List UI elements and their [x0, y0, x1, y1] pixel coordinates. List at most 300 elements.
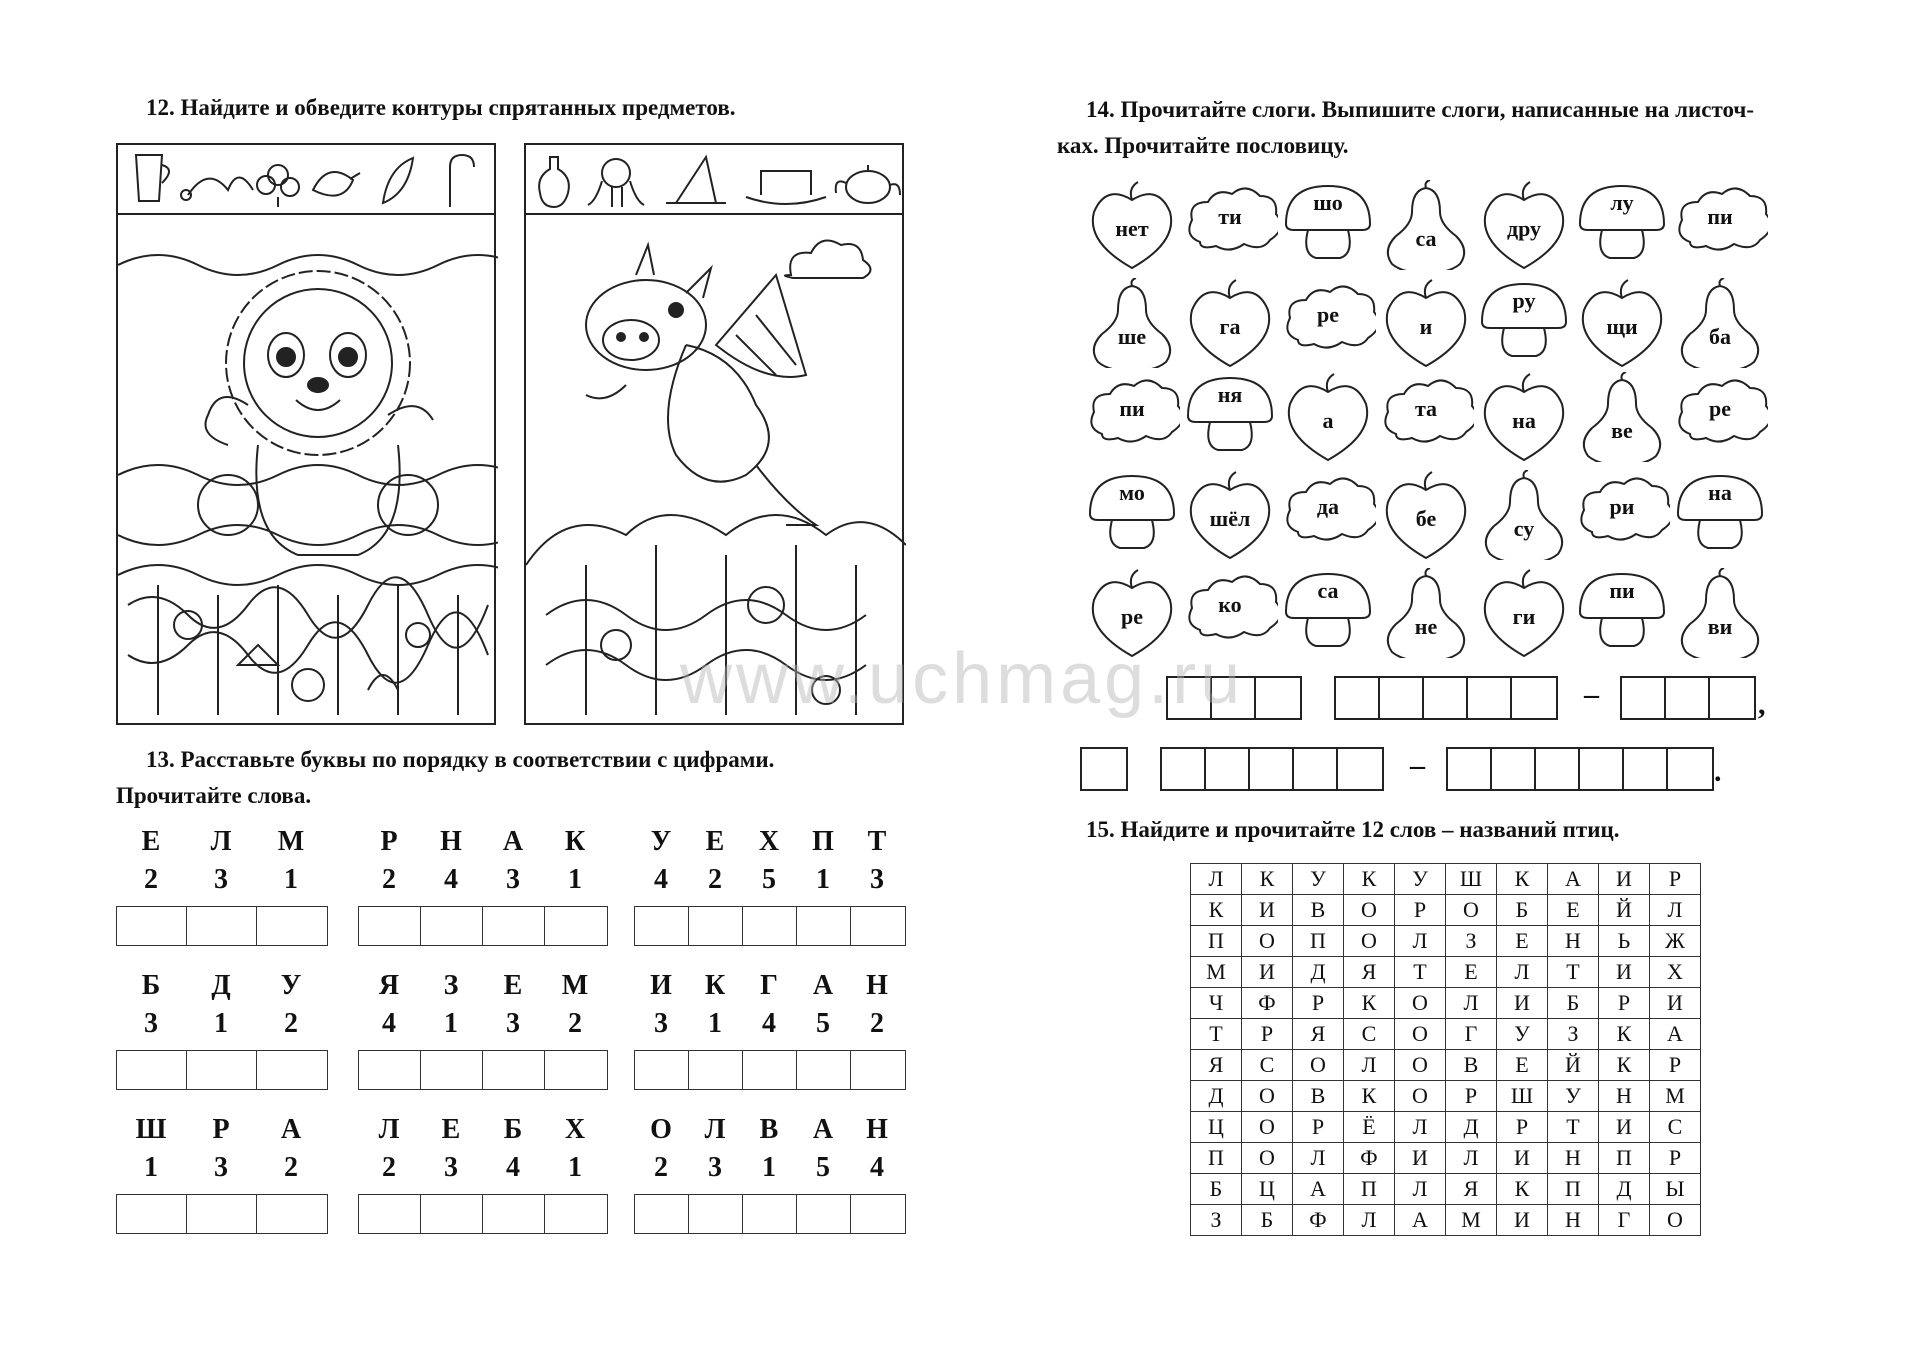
letter: В: [759, 1114, 779, 1145]
scrambled-letters: [116, 826, 326, 858]
grid-cell[interactable]: Р: [1497, 1112, 1548, 1143]
witch-hat-icon: [666, 157, 726, 203]
digit: 3: [654, 1008, 668, 1039]
grid-cell[interactable]: Б: [1548, 988, 1599, 1019]
grid-cell[interactable]: В: [1293, 895, 1344, 926]
grid-row: [1191, 957, 1701, 988]
leaf-syllable: [1476, 372, 1572, 462]
answer-cell[interactable]: [1580, 749, 1624, 789]
answer-cell[interactable]: [1206, 749, 1250, 789]
order-digits: [358, 1008, 606, 1040]
syllable-text: шёл: [1209, 506, 1251, 531]
digit: 4: [444, 864, 458, 895]
answer-cell[interactable]: [257, 1195, 327, 1233]
proverb-word-boxes[interactable]: [1620, 676, 1756, 720]
syllable-text: ре: [1709, 396, 1731, 421]
watermark: www.uchmag.ru: [680, 639, 1245, 719]
grid-cell[interactable]: К: [1344, 988, 1395, 1019]
digit: 3: [506, 864, 520, 895]
proverb-word-boxes[interactable]: [1160, 747, 1384, 791]
grid-cell[interactable]: И: [1599, 957, 1650, 988]
grid-cell[interactable]: Н: [1548, 926, 1599, 957]
grid-cell[interactable]: Д: [1599, 1174, 1650, 1205]
letter: У: [280, 970, 302, 1001]
grid-cell[interactable]: Г: [1599, 1205, 1650, 1236]
grid-cell[interactable]: О: [1650, 1205, 1701, 1236]
mushroom-syllable: [1084, 470, 1180, 560]
grid-cell[interactable]: Б: [1242, 1205, 1293, 1236]
answer-box-row[interactable]: [634, 906, 906, 946]
digit: 4: [382, 1008, 396, 1039]
answer-cell[interactable]: [851, 1051, 905, 1089]
answer-cell[interactable]: [359, 907, 421, 945]
grid-cell[interactable]: А: [1395, 1205, 1446, 1236]
letter: А: [502, 826, 524, 857]
grid-cell[interactable]: Е: [1446, 957, 1497, 988]
answer-box-row[interactable]: [358, 1050, 608, 1090]
leaf-syllable: [1378, 470, 1474, 560]
grid-cell[interactable]: К: [1344, 864, 1395, 895]
answer-cell[interactable]: [1082, 749, 1126, 789]
grid-row: [1191, 1174, 1701, 1205]
letter: И: [650, 970, 672, 1001]
answer-box-row[interactable]: [116, 1194, 328, 1234]
teapot-icon: [836, 165, 900, 203]
mushroom-syllable: [1672, 470, 1768, 560]
grid-cell[interactable]: Л: [1395, 926, 1446, 957]
grid-cell[interactable]: Р: [1242, 1019, 1293, 1050]
answer-box-row[interactable]: [358, 1194, 608, 1234]
answer-cell[interactable]: [797, 907, 851, 945]
syllable-text: мо: [1119, 480, 1145, 505]
answer-cell[interactable]: [797, 1051, 851, 1089]
grid-cell[interactable]: О: [1293, 1050, 1344, 1081]
answer-cell[interactable]: [1492, 749, 1536, 789]
letter: М: [561, 970, 589, 1001]
answer-cell[interactable]: [483, 907, 545, 945]
grid-cell[interactable]: Р: [1599, 988, 1650, 1019]
digit: 2: [568, 1008, 582, 1039]
grid-row: [1191, 1081, 1701, 1112]
letter: Г: [760, 970, 778, 1001]
digit: 3: [444, 1152, 458, 1183]
syllable-text: пи: [1609, 578, 1635, 603]
grid-cell[interactable]: Р: [1395, 895, 1446, 926]
grid-cell[interactable]: И: [1497, 988, 1548, 1019]
grid-cell[interactable]: П: [1548, 1174, 1599, 1205]
grid-cell[interactable]: У: [1548, 1081, 1599, 1112]
grid-cell[interactable]: Р: [1293, 988, 1344, 1019]
leaf-syllable: [1476, 180, 1572, 270]
answer-cell[interactable]: [1448, 749, 1492, 789]
cloud-syllable: [1672, 372, 1768, 462]
grid-cell[interactable]: Л: [1395, 1112, 1446, 1143]
cloud-syllable: [1574, 470, 1670, 560]
pear-syllable: [1574, 372, 1670, 462]
grid-cell[interactable]: Ц: [1191, 1112, 1242, 1143]
cloud-syllable: [1280, 278, 1376, 368]
grid-cell[interactable]: О: [1344, 895, 1395, 926]
grid-cell[interactable]: У: [1395, 864, 1446, 895]
grid-cell[interactable]: И: [1497, 1143, 1548, 1174]
grid-cell[interactable]: В: [1446, 1050, 1497, 1081]
hat-icon: [746, 171, 826, 204]
grid-cell[interactable]: Й: [1548, 1050, 1599, 1081]
answer-cell[interactable]: [545, 1051, 607, 1089]
syllable-text: да: [1316, 494, 1340, 519]
letter: Ш: [135, 1114, 167, 1145]
syllable-text: на: [1708, 480, 1732, 505]
grid-cell[interactable]: Е: [1548, 895, 1599, 926]
grid-cell[interactable]: О: [1395, 1050, 1446, 1081]
grid-cell[interactable]: Т: [1548, 1112, 1599, 1143]
grid-cell[interactable]: Д: [1293, 957, 1344, 988]
grid-cell[interactable]: Б: [1497, 895, 1548, 926]
digit: 3: [144, 1008, 158, 1039]
digit: 2: [284, 1008, 298, 1039]
grid-cell[interactable]: У: [1497, 1019, 1548, 1050]
grid-cell[interactable]: Б: [1191, 1174, 1242, 1205]
grid-cell[interactable]: Р: [1446, 1081, 1497, 1112]
grid-cell[interactable]: Ц: [1242, 1174, 1293, 1205]
candy-cane-icon: [450, 155, 474, 207]
syllable-text: а: [1322, 408, 1334, 433]
proverb-word-boxes[interactable]: [1334, 676, 1558, 720]
letter: А: [280, 1114, 302, 1145]
digit: 3: [506, 1008, 520, 1039]
grid-cell[interactable]: Ё: [1344, 1112, 1395, 1143]
answer-cell[interactable]: [1380, 678, 1424, 718]
grid-cell[interactable]: М: [1191, 957, 1242, 988]
answer-cell[interactable]: [117, 1195, 187, 1233]
answer-cell[interactable]: [635, 1051, 689, 1089]
grid-cell[interactable]: В: [1293, 1081, 1344, 1112]
answer-cell[interactable]: [187, 1195, 257, 1233]
grid-row: [1191, 926, 1701, 957]
mushroom-syllable: [1574, 568, 1670, 658]
digit: 5: [816, 1152, 830, 1183]
grid-cell[interactable]: Е: [1497, 1050, 1548, 1081]
pear-shape-icon: [1378, 180, 1474, 270]
mushroom-syllable: [1574, 180, 1670, 270]
grid-cell[interactable]: О: [1446, 895, 1497, 926]
answer-cell[interactable]: [483, 1051, 545, 1089]
answer-cell[interactable]: [1622, 678, 1666, 718]
answer-cell[interactable]: [421, 1195, 483, 1233]
order-digits: [634, 1152, 904, 1184]
syllable-text: ри: [1609, 494, 1635, 519]
grid-cell[interactable]: О: [1395, 988, 1446, 1019]
leaf-syllable: [1378, 278, 1474, 368]
grid-cell[interactable]: И: [1599, 1112, 1650, 1143]
letter: Х: [758, 826, 780, 857]
grid-cell[interactable]: Е: [1497, 926, 1548, 957]
scrambled-letters: [634, 826, 904, 858]
answer-cell[interactable]: [359, 1195, 421, 1233]
grid-cell[interactable]: Ж: [1650, 926, 1701, 957]
digit: 2: [382, 1152, 396, 1183]
syllable-text: са: [1317, 578, 1339, 603]
answer-cell[interactable]: [1624, 749, 1668, 789]
grid-cell[interactable]: Л: [1344, 1050, 1395, 1081]
syllable-text: ти: [1218, 204, 1242, 229]
grid-cell[interactable]: Д: [1446, 1112, 1497, 1143]
answer-cell[interactable]: [689, 907, 743, 945]
grid-cell[interactable]: И: [1242, 895, 1293, 926]
answer-cell[interactable]: [187, 1051, 257, 1089]
answer-cell[interactable]: [1256, 678, 1300, 718]
grid-cell[interactable]: Я: [1191, 1050, 1242, 1081]
letter: Н: [440, 826, 462, 857]
syllable-text: дру: [1506, 216, 1542, 241]
grid-cell[interactable]: О: [1242, 926, 1293, 957]
leaf-syllable: [1280, 372, 1376, 462]
syllable-text: ба: [1709, 324, 1731, 349]
scrambled-letters: [116, 1114, 326, 1146]
letter: Д: [211, 970, 231, 1001]
syllable-text: нет: [1115, 216, 1149, 241]
answer-cell[interactable]: [1162, 749, 1206, 789]
grid-cell[interactable]: Д: [1191, 1081, 1242, 1112]
grid-cell[interactable]: О: [1242, 1143, 1293, 1174]
answer-cell[interactable]: [257, 907, 327, 945]
pear-syllable: [1084, 278, 1180, 368]
grid-cell[interactable]: Т: [1548, 957, 1599, 988]
cup-icon: [136, 155, 169, 201]
answer-cell[interactable]: [1512, 678, 1556, 718]
scrambled-letters: [634, 970, 904, 1002]
answer-cell[interactable]: [1666, 678, 1710, 718]
grid-cell[interactable]: К: [1191, 895, 1242, 926]
grid-cell[interactable]: О: [1395, 1081, 1446, 1112]
grid-cell[interactable]: Л: [1497, 957, 1548, 988]
grid-cell[interactable]: Й: [1599, 895, 1650, 926]
answer-cell[interactable]: [257, 1051, 327, 1089]
answer-cell[interactable]: [743, 907, 797, 945]
grid-cell[interactable]: Х: [1650, 957, 1701, 988]
order-digits: [358, 1152, 606, 1184]
answer-cell[interactable]: [1250, 749, 1294, 789]
digit: 3: [708, 1152, 722, 1183]
answer-cell[interactable]: [187, 907, 257, 945]
answer-cell[interactable]: [689, 1051, 743, 1089]
grid-cell[interactable]: И: [1497, 1205, 1548, 1236]
grid-cell[interactable]: П: [1344, 1174, 1395, 1205]
answer-cell[interactable]: [797, 1195, 851, 1233]
grid-cell[interactable]: Ь: [1599, 926, 1650, 957]
answer-box-row[interactable]: [634, 1050, 906, 1090]
letter: Р: [380, 826, 398, 857]
answer-cell[interactable]: [483, 1195, 545, 1233]
grid-cell[interactable]: С: [1242, 1050, 1293, 1081]
grid-cell[interactable]: З: [1548, 1019, 1599, 1050]
grid-cell[interactable]: Р: [1293, 1112, 1344, 1143]
answer-cell[interactable]: [635, 907, 689, 945]
grid-cell[interactable]: Ф: [1293, 1205, 1344, 1236]
task-13-title-line1: 13. Расставьте буквы по порядку в соответствии с цифрами.: [146, 747, 775, 772]
grid-cell[interactable]: Г: [1446, 1019, 1497, 1050]
letter: Н: [866, 970, 888, 1001]
grid-cell[interactable]: Ф: [1344, 1143, 1395, 1174]
letter: А: [812, 1114, 834, 1145]
grid-cell[interactable]: М: [1446, 1205, 1497, 1236]
grid-cell[interactable]: О: [1395, 1019, 1446, 1050]
digit: 1: [284, 864, 298, 895]
pear-shape-icon: [1378, 568, 1474, 658]
grid-cell[interactable]: С: [1344, 1019, 1395, 1050]
grid-cell[interactable]: Л: [1293, 1143, 1344, 1174]
grid-cell[interactable]: А: [1650, 1019, 1701, 1050]
letter: Е: [141, 826, 161, 857]
grid-cell[interactable]: Т: [1395, 957, 1446, 988]
answer-cell[interactable]: [1338, 749, 1382, 789]
grid-cell[interactable]: П: [1599, 1143, 1650, 1174]
grid-cell[interactable]: Л: [1395, 1174, 1446, 1205]
grid-cell[interactable]: Л: [1446, 1143, 1497, 1174]
grid-cell[interactable]: К: [1497, 864, 1548, 895]
grid-cell[interactable]: Я: [1446, 1174, 1497, 1205]
grid-cell[interactable]: Ы: [1650, 1174, 1701, 1205]
pear-syllable: [1672, 568, 1768, 658]
letter: Т: [867, 826, 887, 857]
answer-cell[interactable]: [1294, 749, 1338, 789]
answer-cell[interactable]: [359, 1051, 421, 1089]
grid-row: [1191, 1205, 1701, 1236]
grid-cell[interactable]: К: [1599, 1050, 1650, 1081]
grid-cell[interactable]: Л: [1650, 895, 1701, 926]
grid-cell[interactable]: А: [1548, 864, 1599, 895]
answer-cell[interactable]: [851, 1195, 905, 1233]
grid-cell[interactable]: Я: [1344, 957, 1395, 988]
grid-cell[interactable]: У: [1293, 864, 1344, 895]
grid-row: [1191, 895, 1701, 926]
answer-cell[interactable]: [545, 907, 607, 945]
answer-cell[interactable]: [743, 1195, 797, 1233]
syllable-text: щи: [1606, 314, 1638, 339]
grid-cell[interactable]: Р: [1650, 1050, 1701, 1081]
grid-cell[interactable]: П: [1293, 926, 1344, 957]
lion-illustration: [118, 145, 498, 727]
answer-cell[interactable]: [1536, 749, 1580, 789]
answer-cell[interactable]: [421, 1051, 483, 1089]
grid-cell[interactable]: П: [1191, 1143, 1242, 1174]
grid-cell[interactable]: Ш: [1446, 864, 1497, 895]
syllable-text: на: [1512, 408, 1536, 433]
grid-cell[interactable]: Л: [1446, 988, 1497, 1019]
proverb-word-boxes[interactable]: [1080, 747, 1128, 791]
scrambled-letters: [116, 970, 326, 1002]
grid-row: [1191, 1143, 1701, 1174]
answer-cell[interactable]: [117, 907, 187, 945]
answer-cell[interactable]: [851, 907, 905, 945]
letter: Р: [212, 1114, 230, 1145]
mushroom-syllable: [1280, 180, 1376, 270]
proverb-word-boxes[interactable]: [1446, 747, 1714, 791]
grid-cell[interactable]: Н: [1548, 1205, 1599, 1236]
grid-cell[interactable]: С: [1650, 1112, 1701, 1143]
pear-syllable: [1378, 180, 1474, 270]
grid-cell[interactable]: И: [1395, 1143, 1446, 1174]
digit: 1: [214, 1008, 228, 1039]
answer-cell[interactable]: [1424, 678, 1468, 718]
pear-shape-icon: [1672, 568, 1768, 658]
answer-cell[interactable]: [545, 1195, 607, 1233]
answer-box-row[interactable]: [634, 1194, 906, 1234]
grid-cell[interactable]: О: [1242, 1112, 1293, 1143]
grid-cell[interactable]: О: [1242, 1081, 1293, 1112]
grid-cell[interactable]: Т: [1191, 1019, 1242, 1050]
answer-cell[interactable]: [689, 1195, 743, 1233]
task-15-title: 15. Найдите и прочитайте 12 слов – названий птиц.: [1086, 817, 1620, 842]
melon-slice-icon: [383, 158, 413, 203]
grid-cell[interactable]: М: [1650, 1081, 1701, 1112]
grid-cell[interactable]: И: [1599, 864, 1650, 895]
answer-box-row[interactable]: [358, 906, 608, 946]
grid-cell[interactable]: К: [1344, 1081, 1395, 1112]
grid-cell[interactable]: Л: [1344, 1205, 1395, 1236]
digit: 1: [816, 864, 830, 895]
grid-cell[interactable]: О: [1344, 926, 1395, 957]
answer-box-row[interactable]: [116, 906, 328, 946]
syllable-text: са: [1415, 226, 1437, 251]
grid-cell[interactable]: Р: [1650, 1143, 1701, 1174]
grid-cell[interactable]: И: [1242, 957, 1293, 988]
grid-cell[interactable]: Я: [1293, 1019, 1344, 1050]
syllable-text: пи: [1707, 204, 1733, 229]
letter: П: [812, 826, 834, 857]
grid-cell[interactable]: К: [1599, 1019, 1650, 1050]
pear-shape-icon: [1672, 278, 1768, 368]
digit: 1: [762, 1152, 776, 1183]
grid-cell[interactable]: Р: [1650, 864, 1701, 895]
comma: ,: [1758, 688, 1766, 721]
answer-cell[interactable]: [1468, 678, 1512, 718]
grid-cell[interactable]: Ч: [1191, 988, 1242, 1019]
answer-cell[interactable]: [421, 907, 483, 945]
grid-row: [1191, 988, 1701, 1019]
dash: –: [1410, 749, 1425, 782]
answer-cell[interactable]: [117, 1051, 187, 1089]
grid-cell[interactable]: П: [1191, 926, 1242, 957]
letter: У: [650, 826, 672, 857]
letter: К: [564, 826, 586, 857]
grid-cell[interactable]: Н: [1548, 1143, 1599, 1174]
grid-cell[interactable]: К: [1497, 1174, 1548, 1205]
grid-cell[interactable]: И: [1650, 988, 1701, 1019]
grid-cell[interactable]: Ф: [1242, 988, 1293, 1019]
answer-box-row[interactable]: [116, 1050, 328, 1090]
leaf-syllable: [1084, 180, 1180, 270]
grid-cell[interactable]: Ш: [1497, 1081, 1548, 1112]
pear-shape-icon: [1084, 278, 1180, 368]
order-digits: [358, 864, 606, 896]
digit: 1: [568, 1152, 582, 1183]
answer-cell[interactable]: [1668, 749, 1712, 789]
syllable-text: и: [1419, 314, 1433, 339]
answer-cell[interactable]: [1710, 678, 1754, 718]
grid-cell[interactable]: З: [1191, 1205, 1242, 1236]
syllable-text: та: [1414, 396, 1438, 421]
answer-cell[interactable]: [743, 1051, 797, 1089]
grid-cell[interactable]: К: [1242, 864, 1293, 895]
grid-cell[interactable]: А: [1293, 1174, 1344, 1205]
answer-cell[interactable]: [1336, 678, 1380, 718]
grid-cell[interactable]: Н: [1599, 1081, 1650, 1112]
grid-row: [1191, 1050, 1701, 1081]
answer-cell[interactable]: [635, 1195, 689, 1233]
grid-cell[interactable]: Л: [1191, 864, 1242, 895]
grid-cell[interactable]: З: [1446, 926, 1497, 957]
